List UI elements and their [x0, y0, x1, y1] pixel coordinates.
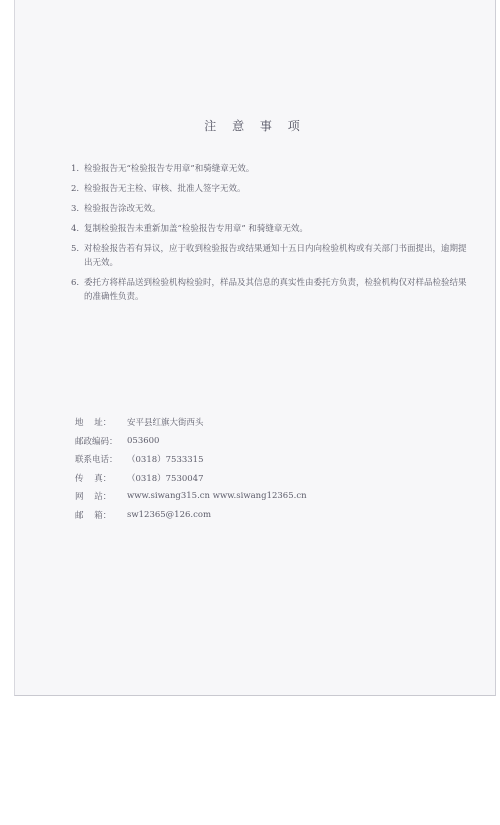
note-number: 5. — [71, 244, 80, 254]
note-item — [71, 276, 471, 304]
contact-label: 地 址： — [75, 418, 112, 429]
note-text: 检验报告无主检、审核、批准人签字无效。 — [84, 184, 246, 194]
contact-label: 网 站： — [75, 492, 112, 503]
note-text: 委托方将样品送到检验机构检验时，样品及其信息的真实性由委托方负责，检验机构仅对样品检验结果的准确性负责。 — [84, 278, 467, 302]
note-text: 复制检验报告未重新加盖“检验报告专用章” 和骑缝章无效。 — [84, 224, 308, 234]
note-item — [71, 242, 471, 270]
note-item — [71, 202, 471, 216]
contact-value: 安平县红旗大街西头 — [127, 418, 204, 429]
note-number: 4. — [71, 224, 80, 234]
contact-row-email — [75, 506, 475, 525]
note-number: 2. — [71, 184, 80, 194]
contact-value: （0318）7533315 — [127, 455, 204, 466]
contact-label: 邮 箱： — [75, 510, 112, 521]
contact-value: sw12365@126.com — [127, 509, 212, 520]
note-text: 对检验报告若有异议，应于收到检验报告或结果通知十五日内向检验机构或有关部门书面提出，逾期提出无效。 — [84, 244, 467, 268]
contact-label: 联系电话： — [75, 455, 118, 466]
page-title: 注 意 事 项 — [204, 119, 306, 133]
note-number: 6. — [71, 278, 80, 288]
note-number: 1. — [71, 164, 80, 174]
contact-value: www.siwang315.cn www.siwang12365.cn — [127, 491, 307, 502]
contact-row-fax — [75, 469, 475, 488]
notes-list — [71, 162, 471, 310]
note-text: 检验报告无“检验报告专用章”和骑缝章无效。 — [84, 164, 255, 174]
note-item — [71, 182, 471, 196]
note-item — [71, 222, 471, 236]
contact-info — [75, 413, 475, 524]
contact-row-address — [75, 413, 475, 432]
contact-value: （0318）7530047 — [127, 473, 204, 484]
contact-row-postcode — [75, 432, 475, 451]
contact-label: 邮政编码： — [75, 436, 118, 447]
document-page — [14, 0, 496, 696]
note-item — [71, 162, 471, 176]
note-number: 3. — [71, 204, 80, 214]
contact-row-website — [75, 487, 475, 506]
contact-value: 053600 — [127, 435, 160, 446]
contact-row-phone — [75, 450, 475, 469]
note-text: 检验报告涂改无效。 — [84, 204, 161, 214]
contact-label: 传 真： — [75, 473, 112, 484]
